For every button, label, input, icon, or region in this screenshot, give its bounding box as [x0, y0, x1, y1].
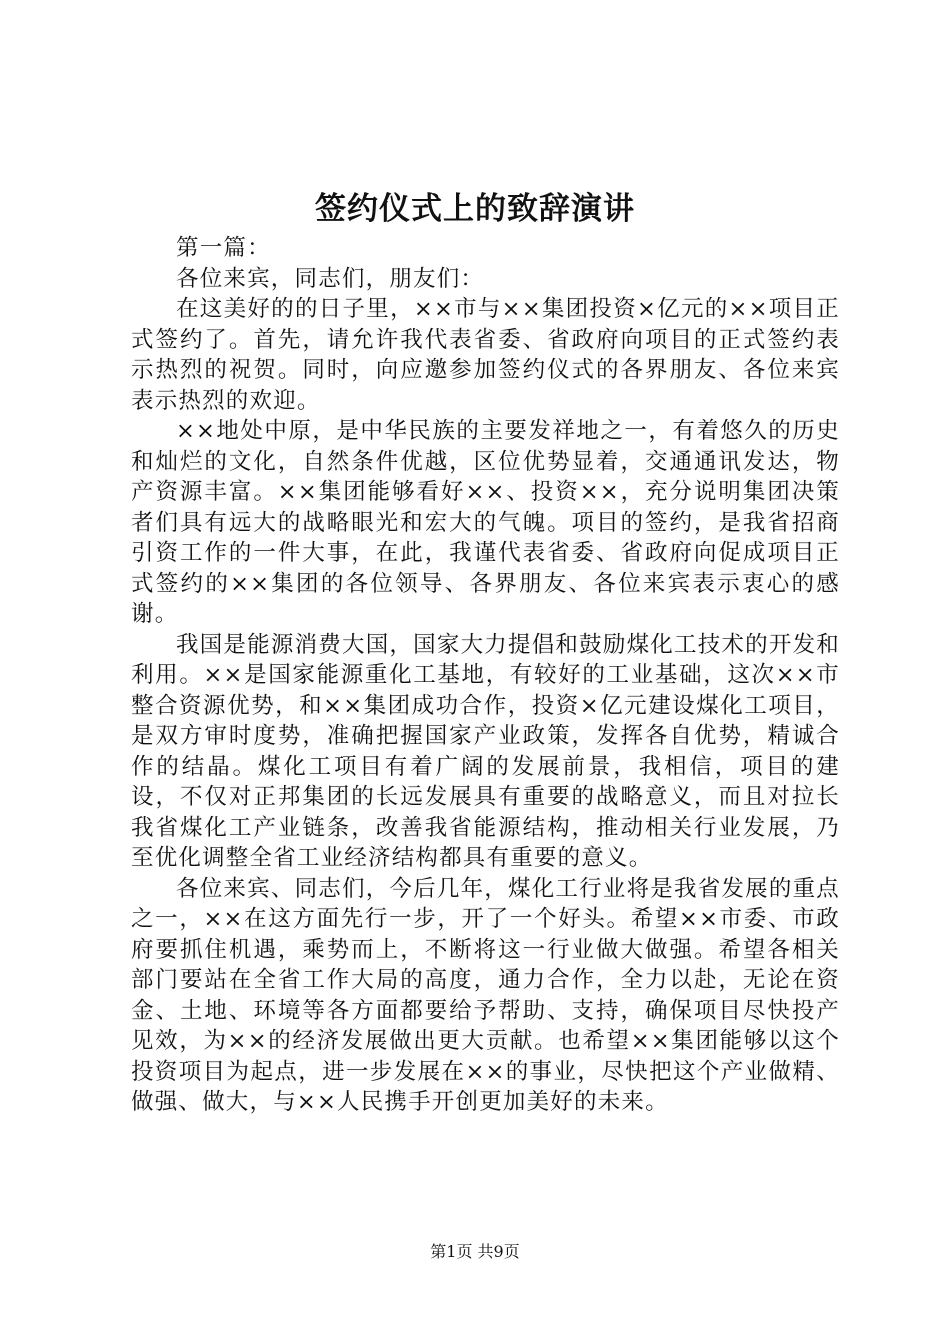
body-paragraph: 我国是能源消费大国，国家大力提倡和鼓励煤化工技术的开发和利用。××是国家能源重化工基地，有较好的工业基础，这次××市整合资源优势，和××集团成功合作，投资×亿元建设煤化工项目，是双方审时度势，准确把握国家产业政策，发挥各自优势，精诚合作的结晶。煤化工项目有着广阔的发展前景，我相信，项目的建设，不仅对正邦集团的长远发展具有重要的战略意义，而且对拉长我省煤化工产业链条，改善我省能源结构，推动相关行业发展，乃至优化调整全省工业经济结构都具有重要的意义。	[131, 631, 840, 871]
salutation: 各位来宾，同志们，朋友们：	[176, 265, 485, 292]
document-body	[131, 233, 840, 1118]
body-paragraph: 在这美好的的日子里，××市与××集团投资×亿元的××项目正式签约了。首先，请允许我代表省委、省政府向项目的正式签约表示热烈的祝贺。同时，向应邀参加签约仪式的各界朋友、各位来宾表示热烈的欢迎。	[131, 296, 840, 414]
body-paragraph: 各位来宾、同志们，今后几年，煤化工行业将是我省发展的重点之一，××在这方面先行一步，开了一个好头。希望××市委、市政府要抓住机遇，乘势而上，不断将这一行业做大做强。希望各相关部门要站在全省工作大局的高度，通力合作，全力以赴，无论在资金、土地、环境等各方面都要给予帮助、支持，确保项目尽快投产见效，为××的经济发展做出更大贡献。也希望××集团能够以这个投资项目为起点，进一步发展在××的事业，尽快把这个产业做精、做强、做大，与××人民携手开创更加美好的未来。	[131, 875, 840, 1115]
section-heading: 第一篇：	[176, 235, 271, 261]
body-paragraph: ××地处中原，是中华民族的主要发祥地之一，有着悠久的历史和灿烂的文化，自然条件优越，区位优势显着，交通通讯发达，物产资源丰富。××集团能够看好××、投资××，充分说明集团决策者们具有远大的战略眼光和宏大的气魄。项目的签约，是我省招商引资工作的一件大事，在此，我谨代表省委、省政府向促成项目正式签约的××集团的各位领导、各界朋友、各位来宾表示衷心的感谢。	[131, 418, 840, 627]
document-title: 签约仪式上的致辞演讲	[315, 191, 635, 227]
page-number-footer: 第1页 共9页	[430, 1242, 520, 1261]
